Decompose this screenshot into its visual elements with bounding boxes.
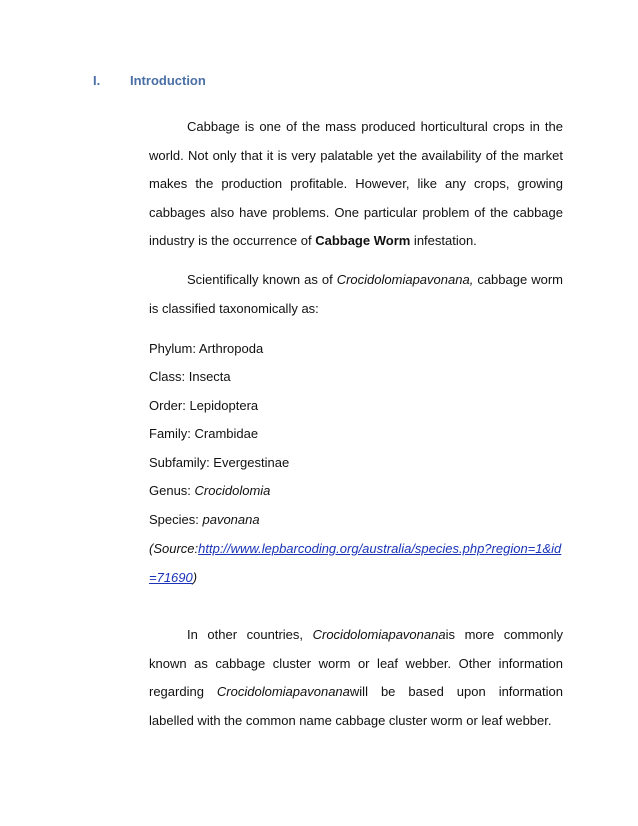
para2-text: Scientifically known as of [187, 272, 337, 287]
section-number: I. [93, 73, 101, 88]
para3-text-c: will be based upon information labelled with the common name cabbage cluster worm or leaf webber. [149, 684, 564, 728]
para1-text-end: infestation. [410, 233, 477, 248]
species-value: pavonana [202, 512, 260, 527]
taxonomy-species [149, 512, 260, 527]
genus-label: Genus: [149, 483, 195, 498]
source-suffix: ) [192, 569, 198, 585]
taxonomy-family: Family: Crambidae [149, 426, 259, 441]
para1-bold-term: Cabbage Worm [315, 233, 411, 248]
para2-species-name: Crocidolomiapavonana, [336, 272, 474, 287]
source-link[interactable]: http://www.lepbarcoding.org/australia/species.php?region=1&id=71690 [149, 541, 562, 585]
source-citation [149, 535, 563, 592]
taxonomy-phylum: Phylum: Arthropoda [149, 341, 264, 356]
para3-species-2: Crocidolomiapavonana [216, 684, 350, 699]
taxonomy-order: Order: Lepidoptera [149, 398, 259, 413]
para2-text-end: cabbage worm is classified taxonomically as: [149, 272, 563, 316]
taxonomy-subfamily: Subfamily: Evergestinae [149, 455, 290, 470]
section-title: Introduction [130, 73, 206, 88]
intro-paragraph-2 [149, 266, 563, 323]
genus-value: Crocidolomia [194, 483, 271, 498]
species-label: Species: [149, 512, 203, 527]
source-prefix: (Source: [149, 541, 199, 556]
taxonomy-genus [149, 483, 270, 498]
para1-text: Cabbage is one of the mass produced horticultural crops in the world. Not only that it is very palatable yet the availability of the market makes the production profitable. However, like any crops, growing cabbages also have problems. One particular problem of the cabbage industry is the occurrence of [149, 119, 563, 248]
taxonomy-class: Class: Insecta [149, 369, 231, 384]
intro-paragraph-3 [149, 621, 563, 735]
section-heading [93, 73, 206, 88]
para3-text-b: is more commonly known as cabbage cluster worm or leaf webber. Other information regarding [149, 627, 564, 699]
para3-text-a: In other countries, [187, 627, 313, 642]
para3-species-1: Crocidolomiapavonana [312, 627, 446, 642]
intro-paragraph-1 [149, 113, 563, 256]
